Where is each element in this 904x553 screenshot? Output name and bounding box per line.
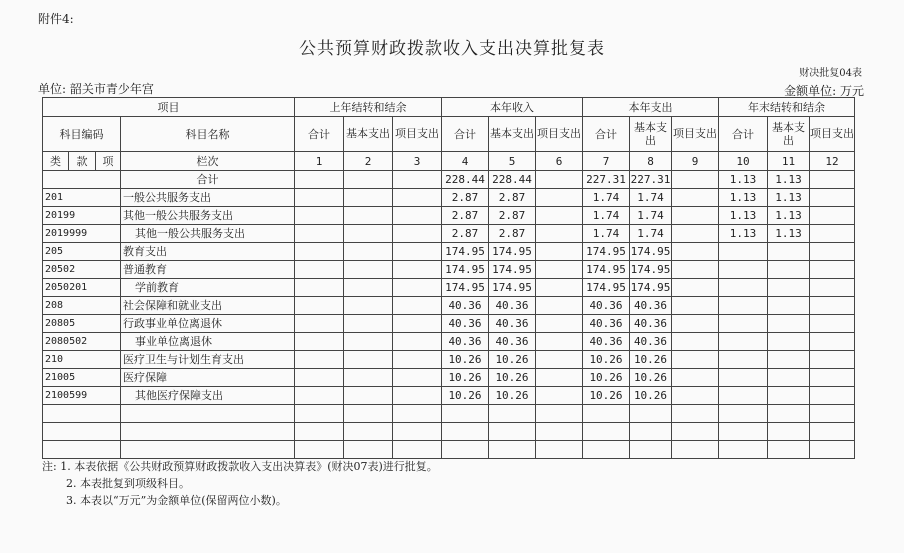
amount-cell: 40.36 [442,315,489,333]
amount-cell [536,333,583,351]
amount-cell [295,207,344,225]
amount-cell: 10.26 [489,369,536,387]
amount-cell [768,243,810,261]
amount-cell [344,333,393,351]
amount-cell: 2.87 [442,189,489,207]
amount-cell [630,423,672,441]
header-project: 项目支出 [393,117,442,152]
amount-cell [719,405,768,423]
header-code: 科目编码 [43,117,121,152]
amount-cell [672,351,719,369]
amount-cell [768,405,810,423]
amount-cell [810,243,855,261]
footnote-3: 3. 本表以“万元”为金额单位(保留两位小数)。 [66,494,287,507]
amount-cell: 174.95 [583,243,630,261]
amount-cell [768,351,810,369]
amount-cell [344,315,393,333]
amount-cell [344,369,393,387]
amount-cell [536,351,583,369]
subject-name: 学前教育 [121,279,295,297]
column-number: 10 [719,152,768,171]
amount-cell: 1.13 [719,189,768,207]
amount-cell [672,207,719,225]
amount-cell [583,423,630,441]
subject-code [43,423,121,441]
amount-cell [719,441,768,459]
column-number: 4 [442,152,489,171]
amount-cell [810,171,855,189]
amount-cell [536,423,583,441]
amount-cell [393,225,442,243]
amount-cell [393,243,442,261]
amount-cell [295,315,344,333]
amount-cell: 1.74 [583,207,630,225]
amount-cell [295,171,344,189]
amount-cell [672,441,719,459]
amount-cell [768,315,810,333]
header-total: 合计 [442,117,489,152]
subject-code: 2019999 [43,225,121,243]
header-basic: 基本支出 [344,117,393,152]
table-row [43,225,855,243]
amount-cell: 10.26 [489,351,536,369]
header-item: 项目 [43,98,295,117]
table-row [43,441,855,459]
amount-cell [768,333,810,351]
amount-cell [810,405,855,423]
amount-cell [393,351,442,369]
amount-cell [630,441,672,459]
amount-cell: 1.74 [630,189,672,207]
amount-cell [393,315,442,333]
subject-name [121,405,295,423]
header-end-balance: 年末结转和结余 [719,98,855,117]
amount-cell [393,333,442,351]
subject-code: 201 [43,189,121,207]
table-row [43,261,855,279]
amount-cell [393,189,442,207]
header-basic: 基本支出 [630,117,672,152]
amount-cell [810,261,855,279]
amount-cell [295,351,344,369]
amount-cell [583,405,630,423]
amount-cell [672,225,719,243]
amount-cell [536,189,583,207]
column-number: 7 [583,152,630,171]
amount-cell: 227.31 [583,171,630,189]
table-row [43,369,855,387]
amount-cell [672,423,719,441]
amount-cell [719,423,768,441]
amount-cell [295,441,344,459]
amount-cell [768,279,810,297]
amount-cell [719,279,768,297]
amount-cell [344,441,393,459]
amount-cell: 174.95 [583,261,630,279]
amount-cell: 2.87 [489,189,536,207]
amount-cell: 40.36 [442,333,489,351]
table-row [43,351,855,369]
amount-cell [719,369,768,387]
column-number: 6 [536,152,583,171]
amount-cell [536,315,583,333]
amount-cell: 228.44 [489,171,536,189]
table-row [43,333,855,351]
amount-cell: 10.26 [630,369,672,387]
amount-cell [344,279,393,297]
amount-cell: 40.36 [583,333,630,351]
amount-cell: 174.95 [442,261,489,279]
header-lei: 类 [43,152,69,171]
subject-code: 20199 [43,207,121,225]
amount-cell [442,423,489,441]
amount-cell: 2.87 [442,225,489,243]
amount-cell [536,261,583,279]
amount-cell: 174.95 [583,279,630,297]
amount-cell: 2.87 [442,207,489,225]
amount-cell: 10.26 [442,351,489,369]
amount-cell [719,351,768,369]
subject-name: 医疗卫生与计划生育支出 [121,351,295,369]
amount-cell: 1.74 [630,225,672,243]
amount-cell [810,387,855,405]
table-row [43,207,855,225]
amount-cell [393,405,442,423]
amount-cell [672,279,719,297]
subject-code: 2050201 [43,279,121,297]
amount-cell [536,369,583,387]
amount-cell [344,225,393,243]
subject-code: 210 [43,351,121,369]
table-row [43,405,855,423]
header-xiang: 项 [96,152,121,171]
amount-cell [393,261,442,279]
subject-name: 社会保障和就业支出 [121,297,295,315]
amount-cell [672,297,719,315]
amount-cell [768,423,810,441]
amount-cell: 227.31 [630,171,672,189]
header-project: 项目支出 [810,117,855,152]
column-number: 9 [672,152,719,171]
subject-name: 一般公共服务支出 [121,189,295,207]
amount-cell: 10.26 [442,387,489,405]
amount-cell: 40.36 [630,297,672,315]
amount-cell [672,189,719,207]
amount-cell [536,297,583,315]
amount-cell [810,225,855,243]
amount-cell: 1.13 [768,171,810,189]
amount-cell [393,207,442,225]
header-row-groups [43,98,855,117]
amount-cell: 1.13 [719,171,768,189]
subject-name: 事业单位离退休 [121,333,295,351]
amount-cell [489,405,536,423]
amount-cell [295,297,344,315]
amount-cell [536,387,583,405]
table-row [43,243,855,261]
header-lanci: 栏次 [121,152,295,171]
amount-cell [672,261,719,279]
column-number: 11 [768,152,810,171]
column-number: 3 [393,152,442,171]
amount-cell: 10.26 [583,369,630,387]
subject-name: 合计 [121,171,295,189]
amount-cell [810,297,855,315]
subject-name: 教育支出 [121,243,295,261]
subject-code [43,441,121,459]
amount-cell: 1.13 [719,225,768,243]
amount-cell [442,405,489,423]
subject-name [121,423,295,441]
amount-cell: 10.26 [583,387,630,405]
amount-cell [630,405,672,423]
subject-code: 20805 [43,315,121,333]
subject-name: 普通教育 [121,261,295,279]
amount-cell [536,441,583,459]
amount-cell [810,189,855,207]
amount-cell [442,441,489,459]
amount-unit-label: 金额单位: 万元 [784,84,864,98]
table-row [43,279,855,297]
column-number: 12 [810,152,855,171]
header-prev-balance: 上年结转和结余 [295,98,442,117]
amount-cell: 2.87 [489,207,536,225]
subject-code: 21005 [43,369,121,387]
amount-cell [672,405,719,423]
subject-name: 其他一般公共服务支出 [121,207,295,225]
amount-cell [810,351,855,369]
header-total: 合计 [295,117,344,152]
amount-cell: 1.74 [583,225,630,243]
amount-cell: 174.95 [489,279,536,297]
amount-cell: 10.26 [489,387,536,405]
table-row [43,387,855,405]
subject-name: 其他一般公共服务支出 [121,225,295,243]
unit-label: 单位: 韶关市青少年宫 [38,82,154,96]
amount-cell [768,261,810,279]
amount-cell [719,315,768,333]
amount-cell: 40.36 [583,315,630,333]
footnote-2: 2. 本表批复到项级科目。 [66,477,190,490]
amount-cell [344,189,393,207]
amount-cell [295,243,344,261]
amount-cell: 40.36 [630,315,672,333]
amount-cell [672,315,719,333]
amount-cell: 2.87 [489,225,536,243]
approval-table [42,97,855,459]
amount-cell: 174.95 [630,243,672,261]
header-row-column-numbers [43,152,855,171]
amount-cell [672,171,719,189]
amount-cell [344,423,393,441]
amount-cell [536,405,583,423]
amount-cell: 1.13 [768,189,810,207]
header-income: 本年收入 [442,98,583,117]
header-basic: 基本支出 [489,117,536,152]
amount-cell: 10.26 [630,387,672,405]
amount-cell [810,315,855,333]
table-row [43,171,855,189]
header-basic: 基本支出 [768,117,810,152]
amount-cell [583,441,630,459]
amount-cell: 1.13 [719,207,768,225]
amount-cell [810,279,855,297]
amount-cell [719,243,768,261]
amount-cell: 40.36 [489,297,536,315]
subject-name: 行政事业单位离退休 [121,315,295,333]
subject-code [43,405,121,423]
subject-name: 其他医疗保障支出 [121,387,295,405]
amount-cell [810,207,855,225]
amount-cell [672,369,719,387]
column-number: 5 [489,152,536,171]
header-kuan: 款 [69,152,96,171]
subject-name [121,441,295,459]
table-row [43,423,855,441]
amount-cell [295,423,344,441]
amount-cell [672,387,719,405]
header-total: 合计 [583,117,630,152]
amount-cell [536,243,583,261]
amount-cell [719,333,768,351]
amount-cell [393,423,442,441]
form-number: 财决批复04表 [799,68,862,79]
subject-name: 医疗保障 [121,369,295,387]
attachment-label: 附件4: [38,12,74,26]
header-project: 项目支出 [536,117,583,152]
amount-cell [768,387,810,405]
amount-cell [810,369,855,387]
amount-cell [344,171,393,189]
table-row [43,297,855,315]
amount-cell: 174.95 [489,243,536,261]
amount-cell [344,243,393,261]
amount-cell [393,279,442,297]
subject-code [43,171,121,189]
amount-cell [344,405,393,423]
amount-cell: 174.95 [442,243,489,261]
amount-cell [344,207,393,225]
amount-cell [393,369,442,387]
amount-cell: 10.26 [630,351,672,369]
page-title: 公共预算财政拨款收入支出决算批复表 [299,39,605,59]
amount-cell [719,387,768,405]
column-number: 8 [630,152,672,171]
amount-cell [719,297,768,315]
subject-code: 2100599 [43,387,121,405]
amount-cell [810,441,855,459]
amount-cell [295,369,344,387]
amount-cell: 1.13 [768,207,810,225]
amount-cell [768,441,810,459]
amount-cell [489,441,536,459]
amount-cell: 1.74 [583,189,630,207]
amount-cell [295,189,344,207]
amount-cell [393,441,442,459]
amount-cell [810,423,855,441]
amount-cell: 174.95 [442,279,489,297]
column-number: 1 [295,152,344,171]
amount-cell [768,369,810,387]
amount-cell [295,261,344,279]
amount-cell [393,171,442,189]
amount-cell: 174.95 [489,261,536,279]
amount-cell: 10.26 [583,351,630,369]
header-name: 科目名称 [121,117,295,152]
header-project: 项目支出 [672,117,719,152]
amount-cell: 40.36 [442,297,489,315]
subject-code: 205 [43,243,121,261]
footnotes [42,458,438,509]
amount-cell [295,225,344,243]
amount-cell [344,297,393,315]
amount-cell [393,297,442,315]
footnote-1: 注: 1. 本表依据《公共财政预算财政拨款收入支出决算表》(财决07表)进行批复。 [42,460,438,473]
amount-cell: 228.44 [442,171,489,189]
header-total: 合计 [719,117,768,152]
amount-cell [344,387,393,405]
header-row-subcolumns [43,117,855,152]
amount-cell: 174.95 [630,279,672,297]
column-number: 2 [344,152,393,171]
amount-cell [672,333,719,351]
table-row [43,315,855,333]
amount-cell [536,171,583,189]
amount-cell: 40.36 [489,333,536,351]
table-row [43,189,855,207]
amount-cell [536,207,583,225]
amount-cell: 174.95 [630,261,672,279]
amount-cell: 40.36 [489,315,536,333]
amount-cell [536,225,583,243]
amount-cell: 1.74 [630,207,672,225]
amount-cell [489,423,536,441]
amount-cell: 40.36 [630,333,672,351]
amount-cell [344,351,393,369]
amount-cell: 10.26 [442,369,489,387]
amount-cell [536,279,583,297]
amount-cell [344,261,393,279]
amount-cell [672,243,719,261]
amount-cell [295,279,344,297]
subject-code: 208 [43,297,121,315]
amount-cell [719,261,768,279]
amount-cell [295,333,344,351]
amount-cell [295,387,344,405]
subject-code: 20502 [43,261,121,279]
amount-cell [810,333,855,351]
amount-cell [393,387,442,405]
amount-cell: 1.13 [768,225,810,243]
subject-code: 2080502 [43,333,121,351]
amount-cell [768,297,810,315]
amount-cell: 40.36 [583,297,630,315]
header-expense: 本年支出 [583,98,719,117]
amount-cell [295,405,344,423]
